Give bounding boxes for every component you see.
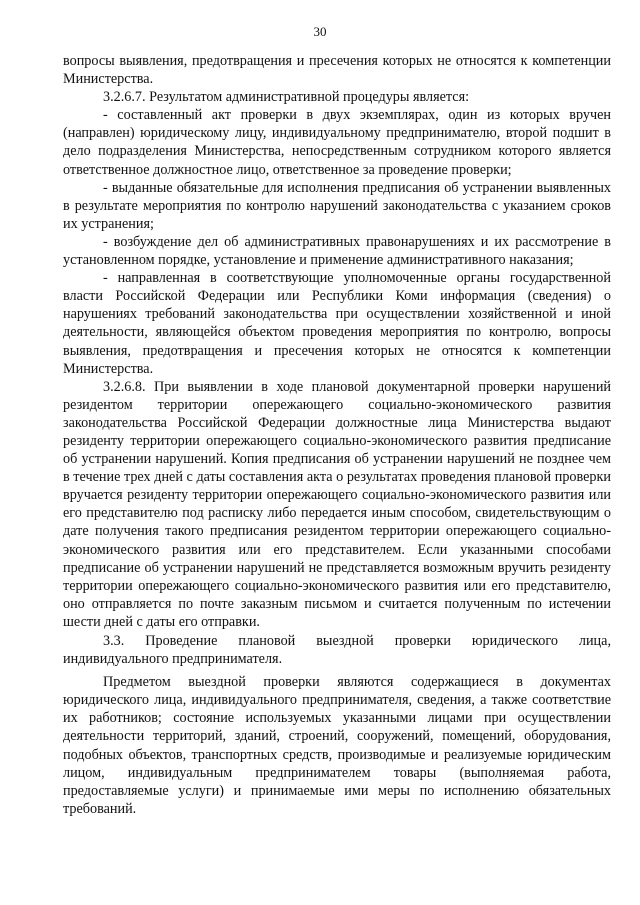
paragraph-inspection-subject: Предметом выездной проверки являются содержащиеся в документах юридического лица, индивидуального предпринимателя, сведения, а также соответствие их работников; состояние используемых указанными лицами при осуществлении деятельности территорий, зданий, строений, сооружений, помещений, оборудования, подобных объектов, транспортных средств, производимые и реализуемые юридическим лицом, индивидуальным предпринимателем товары (выполняемая работа, предоставляемые услуги) и принимаемые ими меры по исполнению обязательных требований. [63,674,611,817]
list-item-information-sent: - направленная в соответствующие уполномоченные органы государственной власти Российской Федерации или Республики Коми информация (сведения) о нарушениях требований законодательства при осуществлении хозяйственной и иной деятельности, являющейся объектом проведения мероприятия по контролю, вопросы выявления, предотвращения и пресечения которых не относятся к компетенции Министерства. [63,270,611,377]
paragraph-continuation: вопросы выявления, предотвращения и пресечения которых не относятся к компетенции Министерства. [63,53,611,88]
paragraph-3-2-6-8: 3.2.6.8. При выявлении в ходе плановой документарной проверки нарушений резидентом территории опережающего социально-экономического развития законодательства Российской Федерации должностные лица Министерства выдают резиденту территории опережающего социально-экономического развития предписание об устранении нарушений. Копия предписания об устранении нарушений не позднее чем в течение трех дней с даты составления акта о результатах проведения плановой проверки вручается резиденту территории опережающего социально-экономического развития или его представителю под расписку либо передается иным способом, свидетельствующим о дате получения такого предписания резидентом территории опережающего социально-экономического развития или его представителем. Если указанными способами предписание об устранении нарушений не представляется возможным вручить резиденту территории опережающего социально-экономического развития или его представителю, оно отправляется по почте заказным письмом и считается полученным по истечении шести дней с даты его отправки. [63,378,611,630]
section-heading-3-3: 3.3. Проведение плановой выездной проверки юридического лица, индивидуального предпринимателя. [63,633,611,668]
document-body [63,52,611,818]
paragraph-3-2-6-7: 3.2.6.7. Результатом административной процедуры является: [103,89,470,106]
page-number: 30 [313,24,327,39]
list-item-administrative-cases: - возбуждение дел об административных правонарушениях и их рассмотрение в установленном порядке, установление и применение административного наказания; [63,233,611,269]
list-item-issued-orders: - выданные обязательные для исполнения предписания об устранении выявленных в результате мероприятия по контролю нарушений законодательства с указанием сроков их устранения; [63,179,611,232]
list-item-inspection-act: - составленный акт проверки в двух экземплярах, один из которых вручен (направлен) юридическому лицу, индивидуальному предпринимателю, второй подшит в дело подразделения Министерства, непосредственным сотрудником которого является ответственное должностное лицо, ответственное за проведение проверки; [63,107,611,178]
